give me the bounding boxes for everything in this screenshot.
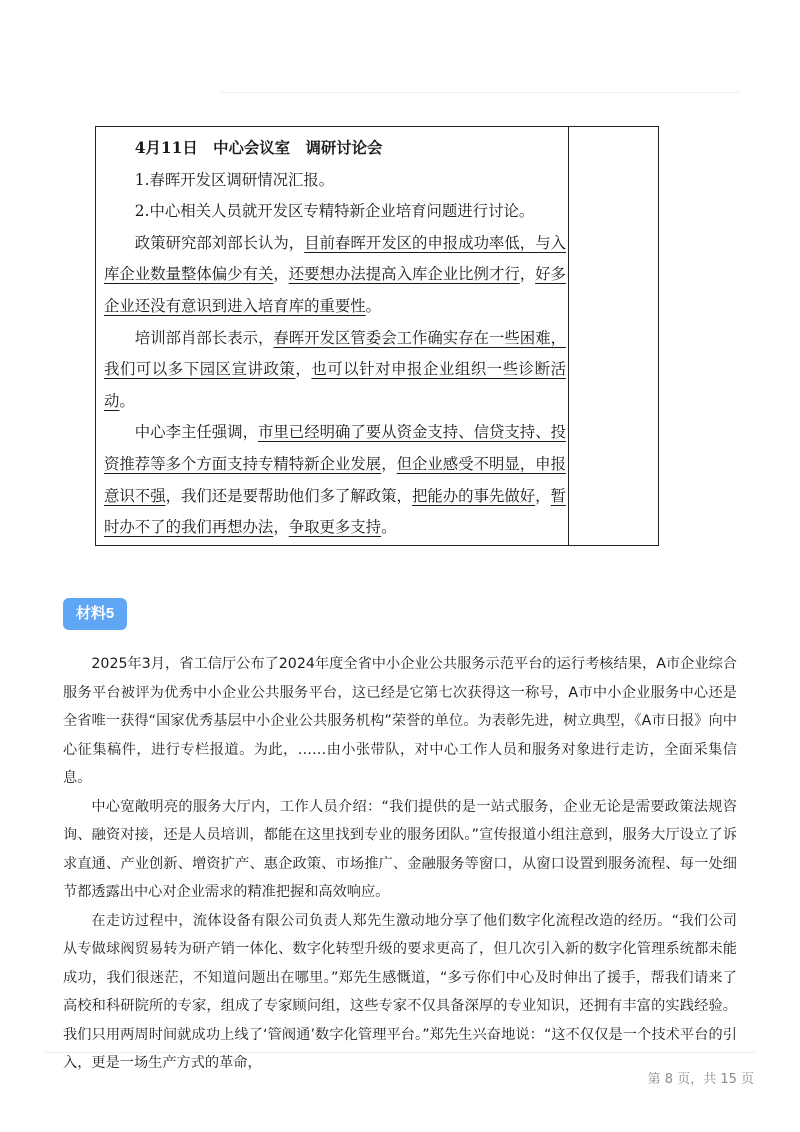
punctuation: 。 [119, 391, 135, 410]
page-number: 第 8 页，共 15 页 [647, 1072, 754, 1087]
underlined-phrase: 目前春晖开发区的申报成功率低，与入库企业数量整体偏少有关 [104, 233, 566, 284]
minutes-item-2: 2.中心相关人员就开发区专精特新企业培育问题进行讨论。 [134, 202, 535, 221]
punctuation: ， [273, 265, 289, 284]
punctuation: ， [535, 486, 551, 505]
underlined-phrase: 也可以针对申报企业组织一些诊断活动 [104, 360, 566, 410]
header-divider [220, 92, 740, 93]
material-paragraph-2: 中心宽敞明亮的服务大厅内，工作人员介绍：“我们提供的是一站式服务，企业无论是需要政策法规咨询、融资对接，还是人员培训，都能在这里找到专业的服务团队。”宣传报道小组注意到，服务大厅设立了诉求直通、产业创新、增资扩产、惠企政策、市场推广、金融服务等窗口，从窗口设置到服务流程、每一处细节都透露出中心对企业需求的精准把握和高效响应。 [63, 798, 737, 900]
material-paragraph-1: 2025年3月，省工信厅公布了2024年度全省中小企业公共服务示范平台的运行考核结果，A市企业综合服务平台被评为优秀中小企业公共服务平台，这已经是它第七次获得这一称号，A市中小企业服务中心还是全省唯一获得“国家优秀基层中小企业公共服务机构”荣誉的单位。为表彰先进，树立典型，《A市日报》向中心征集稿件，进行专栏报道。为此，……由小张带队，对中心工作人员和服务对象进行走访，全面采集信息。 [63, 656, 737, 786]
minutes-heading: 4月11日 中心会议室 调研讨论会 [134, 139, 383, 157]
table-column-divider [568, 127, 569, 545]
liu-intro: 政策研究部刘部长认为， [134, 233, 305, 252]
underlined-phrase: 争取更多支持 [288, 518, 382, 537]
xiao-intro: 培训部肖部长表示， [134, 328, 274, 347]
underlined-phrase: 春晖开发区管委会工作确实存在一些困难，我们可以多下园区宣讲政策 [104, 328, 566, 379]
underlined-phrase: 还要想办法提高入库企业比例才行 [288, 265, 520, 284]
li-remarks [104, 417, 566, 543]
material-5-body [63, 650, 737, 1078]
underlined-phrase: 但企业感受不明显，申报意识不强 [104, 454, 566, 505]
minutes-item-1: 1.春晖开发区调研情况汇报。 [134, 170, 335, 189]
punctuation: ， [519, 265, 536, 284]
underlined-phrase: 市里已经明确了要从资金支持、信贷支持、投资推荐等多个方面支持专精特新企业发展 [104, 423, 566, 473]
underlined-phrase: 暂时办不了的我们再想办法 [104, 486, 566, 537]
li-intro: 中心李主任强调， [134, 423, 258, 442]
xiao-remarks [104, 323, 566, 418]
meeting-minutes-table [95, 126, 659, 546]
underlined-phrase: 把能办的事先做好 [411, 486, 536, 505]
liu-remarks [104, 228, 566, 323]
punctuation: ， [381, 454, 397, 473]
underlined-phrase: 好多企业还没有意识到进入培育库的重要性 [104, 265, 566, 315]
material-5-badge: 材料5 [63, 598, 127, 630]
footer-divider [45, 1052, 755, 1053]
material-paragraph-3: 在走访过程中，流体设备有限公司负责人郑先生激动地分享了他们数字化流程改造的经历。“我们公司从专做球阀贸易转为研产销一体化、数字化转型升级的要求更高了，但几次引入新的数字化管理系统都未能成功，我们很迷茫，不知道问题出在哪里。”郑先生感慨道，“多亏你们中心及时伸出了援手，帮我们请来了高校和科研院所的专家，组成了专家顾问组，这些专家不仅具备深厚的专业知识，还拥有丰富的实践经验。我们只用两周时间就成功上线了‘管阀通’数字化管理平台。”郑先生兴奋地说：“这不仅仅是一个技术平台的引入，更是一场生产方式的革命， [63, 912, 737, 1071]
punctuation: ， [295, 360, 312, 379]
plain-text: ，我们还是要帮助他们多了解政策， [165, 486, 412, 505]
punctuation: ， [273, 518, 289, 537]
minutes-content [104, 133, 566, 544]
punctuation: 。 [381, 518, 397, 537]
punctuation: 。 [365, 296, 382, 315]
